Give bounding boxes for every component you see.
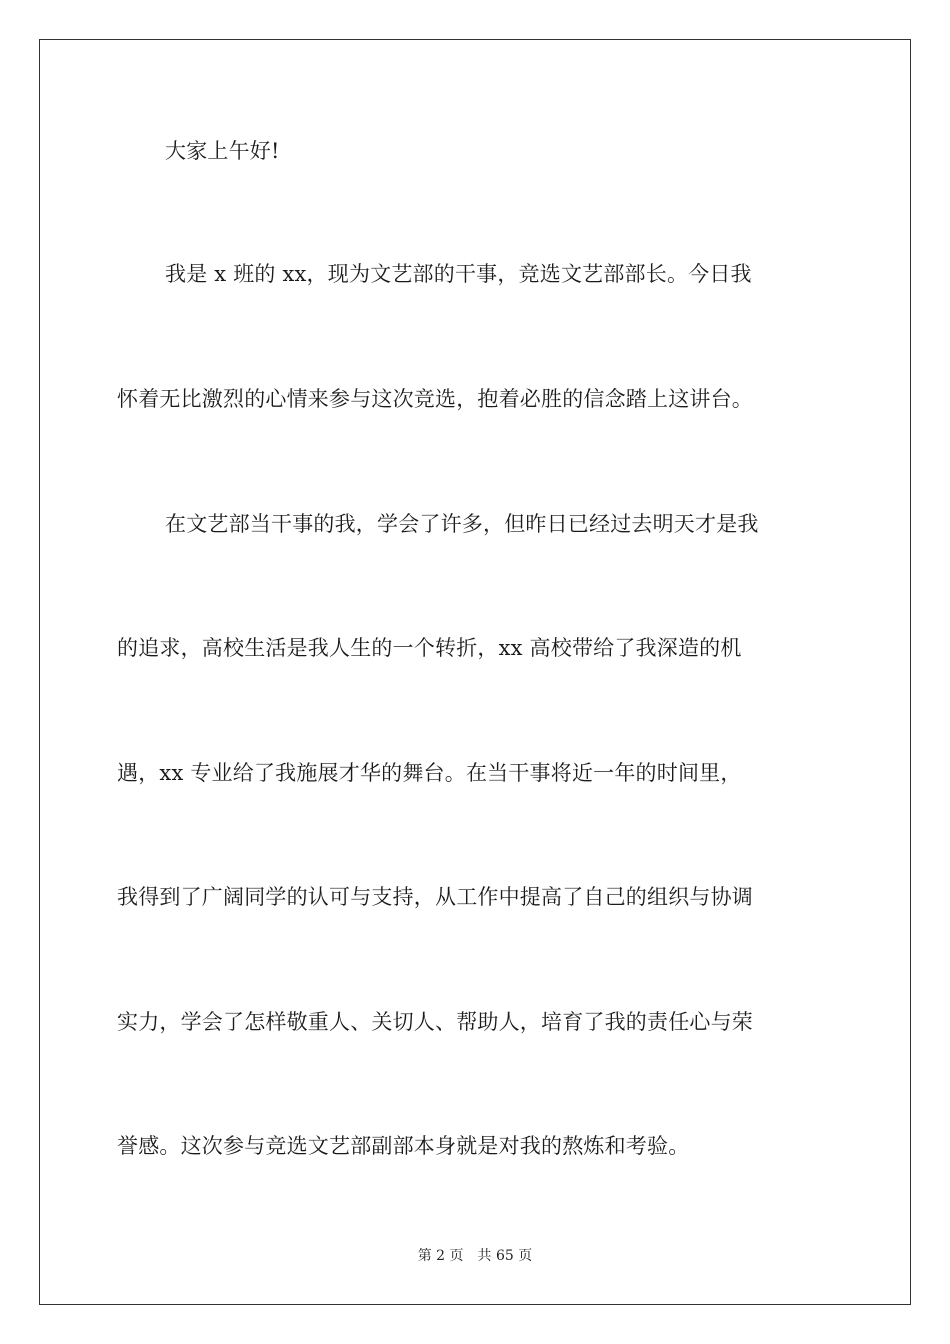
paragraph-line: 怀着无比激烈的心情来参与这次竞选，抱着必胜的信念踏上这讲台。 xyxy=(117,387,753,411)
page-footer: 第 2 页 共 65 页 xyxy=(417,1248,533,1264)
paragraph-line: 遇，xx 专业给了我施展才华的舞台。在当干事将近一年的时间里， xyxy=(117,761,742,785)
paragraph-line-greeting: 大家上午好! xyxy=(165,139,280,163)
paragraph-line: 的追求，高校生活是我人生的一个转折，xx 高校带给了我深造的机 xyxy=(117,636,742,660)
paragraph-line: 我是 x 班的 xx，现为文艺部的干事，竞选文艺部部长。今日我 xyxy=(165,262,752,286)
paragraph-line: 誉感。这次参与竞选文艺部副部本身就是对我的熬炼和考验。 xyxy=(117,1134,690,1158)
page-border xyxy=(39,39,911,1305)
paragraph-line: 在文艺部当干事的我，学会了许多，但昨日已经过去明天才是我 xyxy=(165,512,759,536)
paragraph-line: 实力，学会了怎样敬重人、关切人、帮助人，培育了我的责任心与荣 xyxy=(117,1010,753,1034)
paragraph-line: 我得到了广阔同学的认可与支持，从工作中提高了自己的组织与协调 xyxy=(117,885,753,909)
